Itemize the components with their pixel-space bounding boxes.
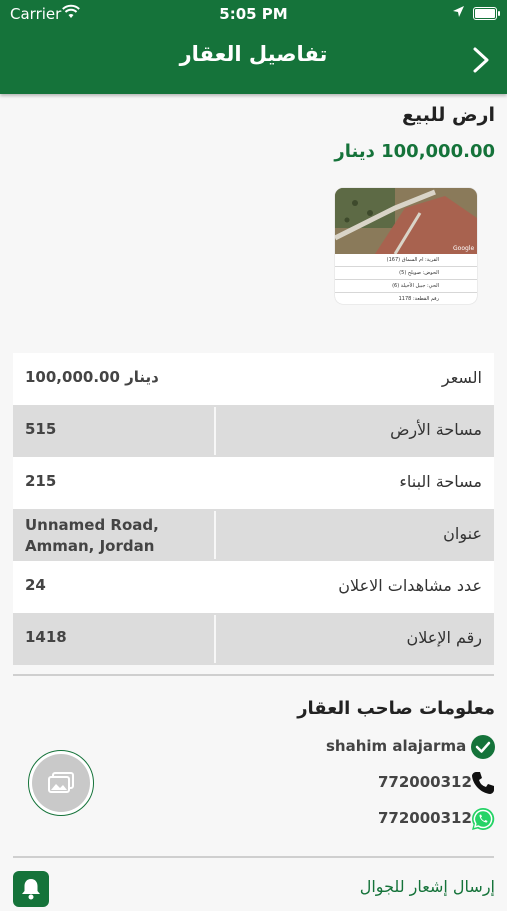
image-icon — [47, 771, 75, 795]
detail-label: مساحة البناء — [399, 472, 482, 491]
owner-avatar[interactable] — [28, 750, 94, 816]
owner-whatsapp[interactable]: 772000312 — [378, 809, 472, 827]
location-arrow-icon — [452, 5, 465, 18]
map-image — [335, 188, 477, 254]
property-thumbnail[interactable] — [335, 188, 477, 304]
detail-label: عدد مشاهدات الاعلان — [338, 576, 482, 595]
chevron-right-icon[interactable] — [466, 44, 496, 76]
detail-label: السعر — [441, 368, 482, 387]
owner-name: shahim alajarma — [326, 737, 467, 755]
detail-value: 215 — [25, 472, 57, 490]
section-divider — [13, 674, 494, 676]
clock: 5:05 PM — [219, 5, 288, 23]
notify-label[interactable]: إرسال إشعار للجوال — [359, 877, 495, 896]
section-divider — [13, 856, 494, 858]
detail-label: مساحة الأرض — [390, 420, 482, 439]
thumbnail-row: رقم القطعة: 1178 — [335, 293, 477, 304]
app-header — [0, 0, 507, 94]
detail-value — [25, 515, 159, 557]
property-title: ارض للبيع — [401, 104, 495, 126]
address-line-1: Unnamed Road, — [25, 516, 159, 534]
check-circle-icon — [470, 734, 496, 760]
detail-row-price — [13, 353, 494, 405]
owner-heading: معلومات صاحب العقار — [297, 698, 495, 719]
detail-label: رقم الإعلان — [406, 628, 482, 647]
thumbnail-row: القرية: ام السماق (167) — [335, 254, 477, 267]
phone-icon[interactable] — [470, 770, 496, 796]
detail-row-land-area — [13, 405, 494, 457]
notify-button[interactable] — [13, 871, 49, 907]
carrier-label: Carrier — [10, 5, 62, 23]
thumbnail-info — [335, 254, 477, 304]
status-bar — [0, 0, 507, 28]
detail-value: 24 — [25, 576, 46, 594]
property-price: 100,000.00 دينار — [334, 141, 495, 162]
bell-icon — [13, 871, 49, 907]
owner-phone[interactable]: 772000312 — [378, 773, 472, 791]
divider — [214, 407, 216, 455]
battery-icon — [473, 7, 497, 20]
details-table — [13, 353, 494, 665]
thumbnail-row: الحي: جبيل الأخيلة (6) — [335, 280, 477, 293]
page-title: تفاصيل العقار — [179, 42, 328, 66]
detail-row-views — [13, 561, 494, 613]
divider — [214, 615, 216, 663]
detail-value: 515 — [25, 420, 57, 438]
address-line-2: Amman, Jordan — [25, 537, 155, 555]
detail-row-ad-number — [13, 613, 494, 665]
map-attribution: Google — [453, 245, 475, 252]
detail-value: 1418 — [25, 628, 67, 646]
whatsapp-icon[interactable] — [470, 806, 496, 832]
detail-row-address — [13, 509, 494, 561]
detail-row-building-area — [13, 457, 494, 509]
divider — [214, 511, 216, 559]
thumbnail-row: الحوض: صويلح (5) — [335, 267, 477, 280]
detail-value: 100,000.00 دينار — [25, 368, 159, 386]
detail-label: عنوان — [443, 524, 482, 543]
